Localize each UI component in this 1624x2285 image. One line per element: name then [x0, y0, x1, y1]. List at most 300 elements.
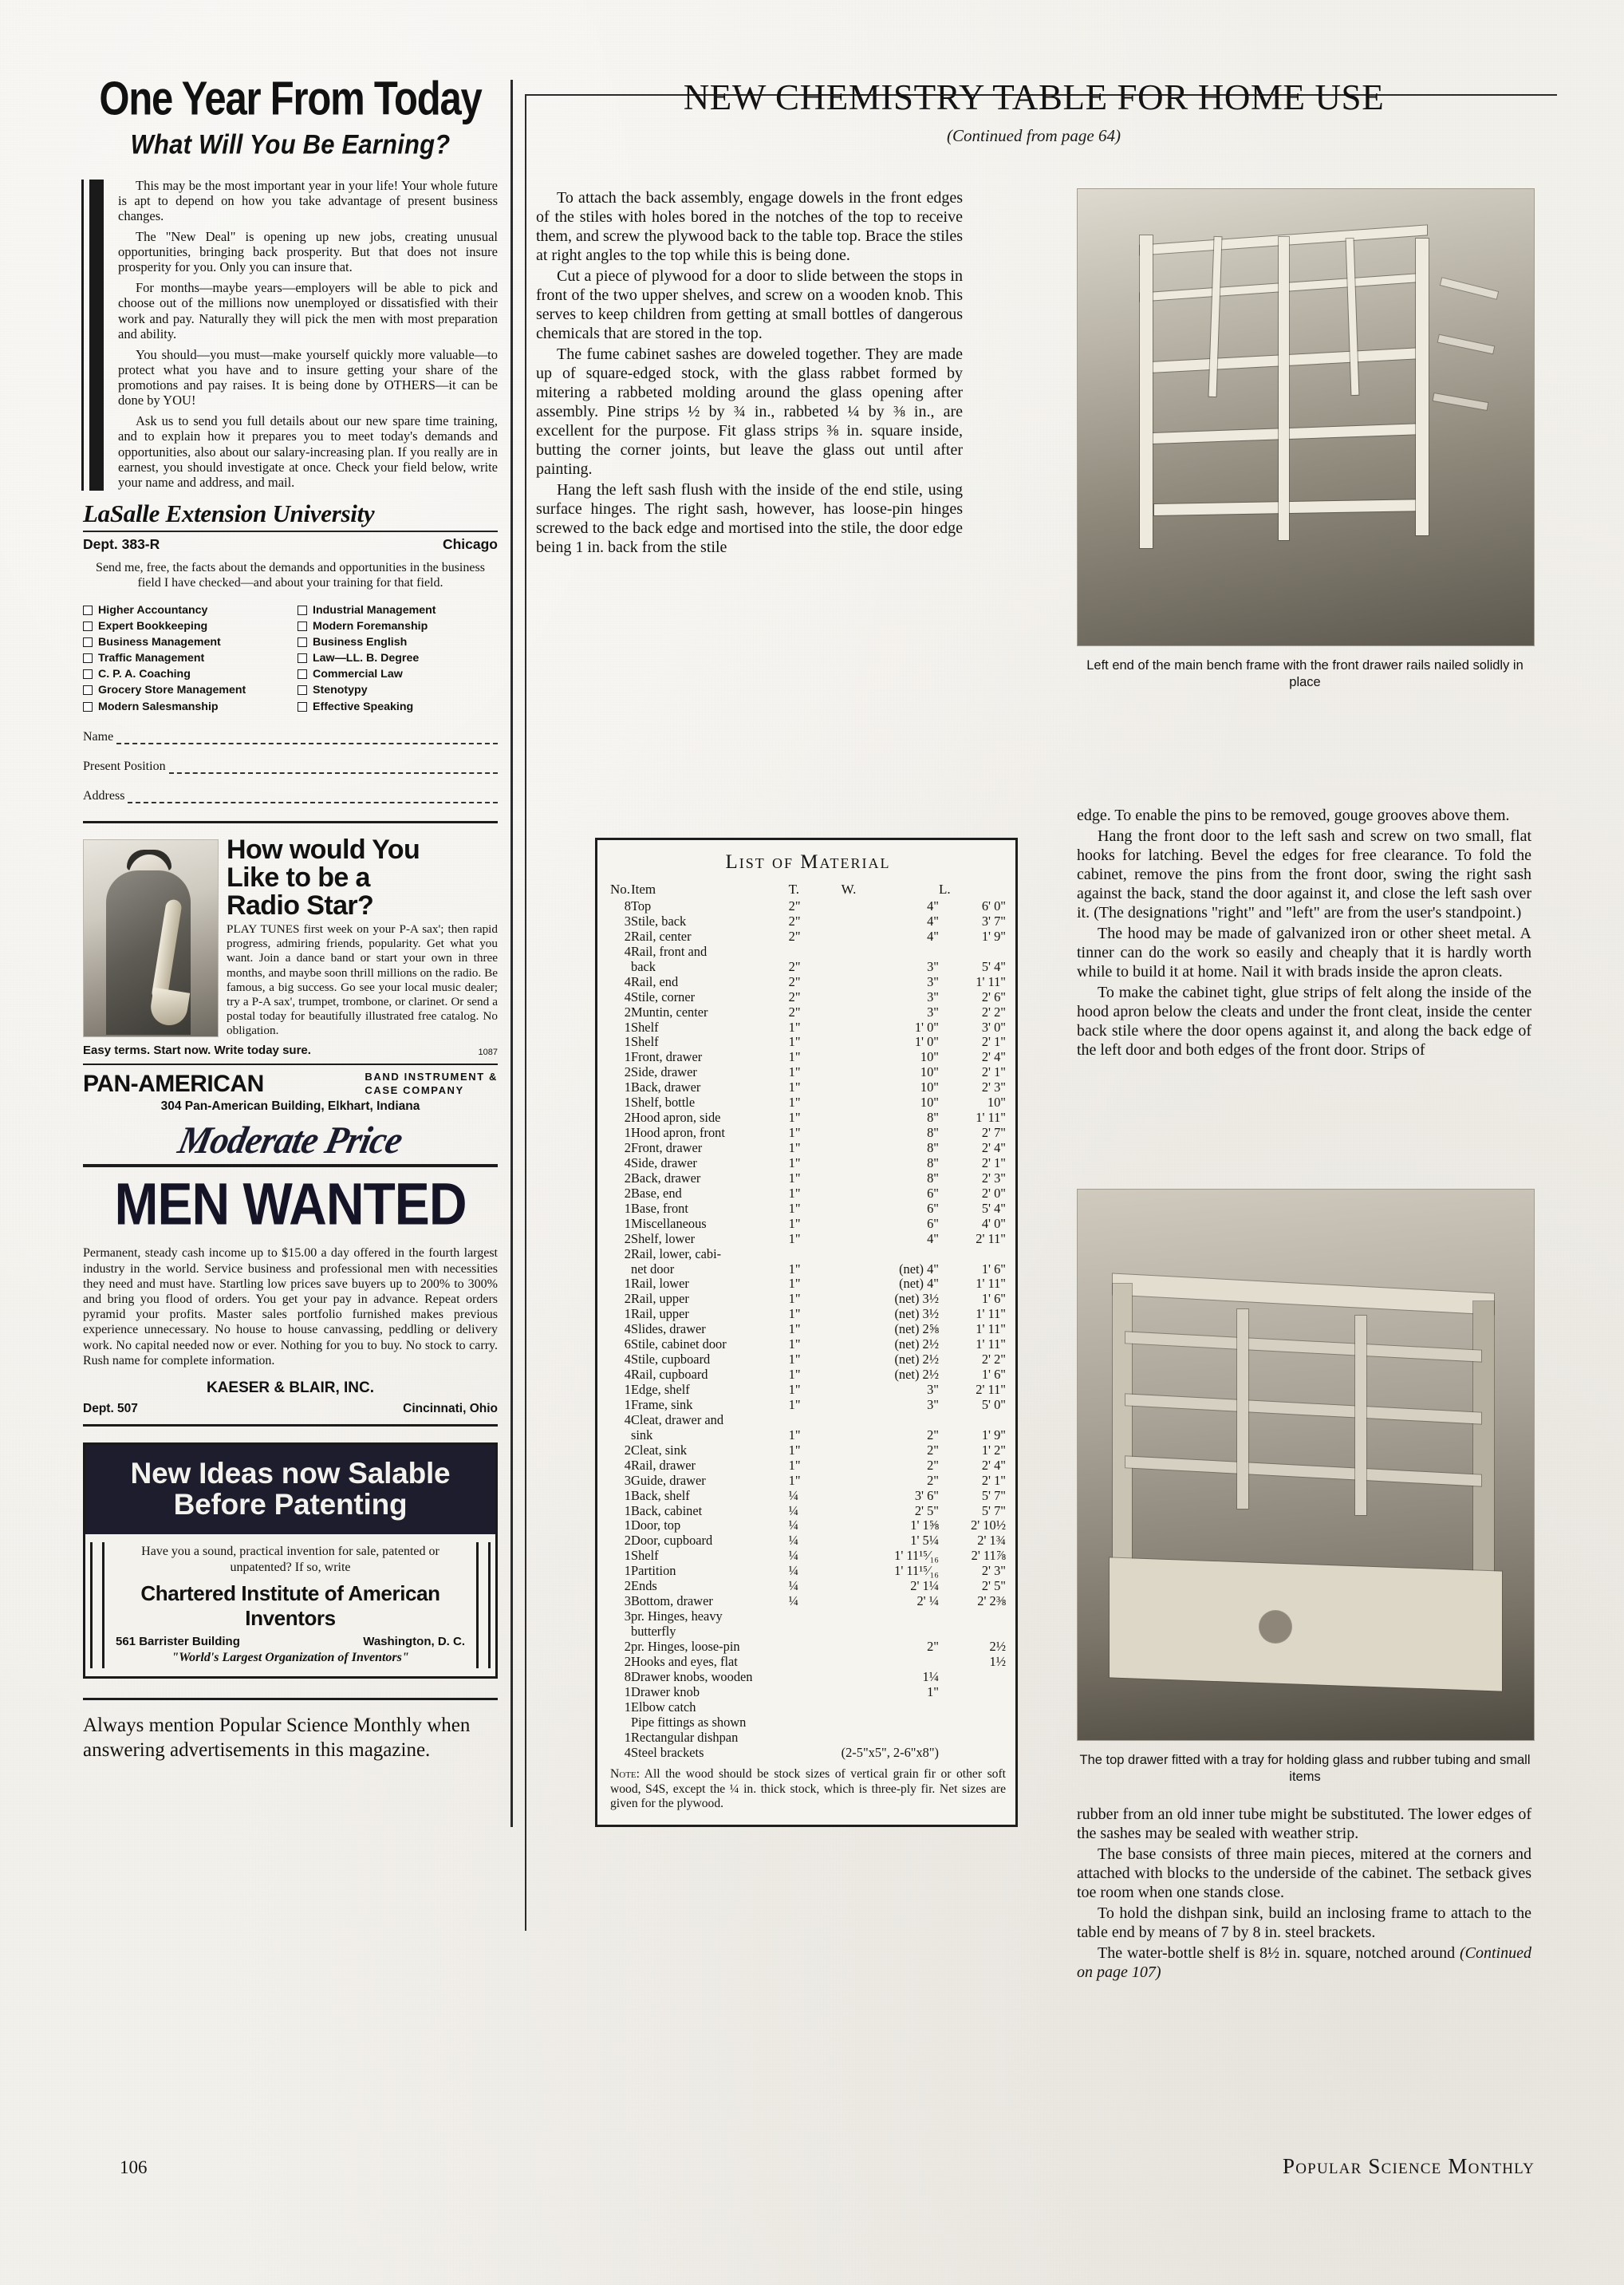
table-cell-no: 4 [624, 1411, 631, 1427]
table-cell-item: Guide, drawer [631, 1472, 706, 1488]
table-cell-t: 1" [788, 1336, 801, 1352]
course-label: C. P. A. Coaching [98, 668, 191, 681]
table-cell-item: Back, drawer [631, 1170, 701, 1186]
checkbox-icon[interactable] [298, 685, 307, 695]
table-row [610, 1518, 1006, 1533]
table-row [610, 1035, 1006, 1050]
company-subtitle-line-2: CASE COMPANY [365, 1083, 464, 1096]
table-cell-l: 2' 6" [981, 989, 1006, 1004]
table-row [610, 1428, 1006, 1443]
table-cell-no: 4 [624, 989, 631, 1004]
table-row [610, 975, 1006, 990]
table-row [610, 1080, 1006, 1095]
lasalle-paragraph: For months—maybe years—employers will be able to pick and choose out of the millions now unemployed or dissatisfied with their work and pay. Naturally they will pick the men with most preparation and ability. [118, 280, 498, 341]
table-row [610, 1232, 1006, 1247]
table-cell-t: ¼ [788, 1533, 798, 1549]
table-row [610, 1217, 1006, 1232]
lasalle-paragraph: Ask us to send you full details about our new spare time training, and to explain how it prepares you to meet today's demands and opportunities, also about our salary-increasing plan. If you really are in earnest, you should investigate at once. Check your field below, write your name and address, and mail. [118, 413, 498, 490]
table-row [610, 1020, 1006, 1036]
table-row [610, 1156, 1006, 1171]
table-cell-t: 1" [788, 1140, 801, 1155]
table-cell-t: 1" [788, 1095, 801, 1111]
table-cell-l: 2½ [989, 1638, 1006, 1654]
table-cell-l: 2' 5" [981, 1578, 1006, 1594]
table-cell-item: Steel brackets [631, 1744, 704, 1760]
inventors-organization-name: Chartered Institute of American Inventors [140, 1581, 440, 1630]
table-cell-item: sink [631, 1427, 653, 1442]
checkbox-icon[interactable] [83, 637, 93, 647]
table-cell-w: 8" [927, 1110, 939, 1126]
table-cell-t: 1" [788, 1230, 801, 1246]
checkbox-icon[interactable] [83, 685, 93, 695]
table-row [610, 1202, 1006, 1217]
table-cell-no: 6 [624, 1336, 631, 1352]
table-cell-no: 1 [624, 1396, 631, 1412]
table-cell-no: 4 [624, 973, 631, 989]
checkbox-icon[interactable] [83, 653, 93, 663]
inventors-tagline: "World's Largest Organization of Inventors" [171, 1650, 409, 1664]
table-cell-l: 2' 11⅞ [971, 1548, 1006, 1564]
table-cell-w: 6" [927, 1185, 939, 1201]
checkbox-icon[interactable] [298, 653, 307, 663]
table-cell-item: Rail, center [631, 928, 692, 944]
course-label: Commercial Law [313, 668, 403, 681]
table-row [610, 914, 1006, 929]
table-cell-no [610, 1262, 631, 1277]
article-continued-from: (Continued from page 64) [947, 126, 1121, 145]
table-cell-no: 2 [624, 1185, 631, 1201]
table-cell-w: 6" [927, 1200, 939, 1216]
table-cell-item: butterfly [631, 1624, 676, 1639]
table-cell-l: 10" [987, 1095, 1006, 1111]
table-row [610, 1277, 1006, 1292]
table-row [610, 1398, 1006, 1413]
table-cell-item: Hood apron, front [631, 1125, 725, 1141]
table-cell-item: pr. Hinges, loose-pin [631, 1638, 740, 1654]
table-cell-l: 1' 11" [976, 1276, 1006, 1292]
table-row [610, 1489, 1006, 1504]
checkbox-icon[interactable] [298, 606, 307, 615]
lasalle-city: Chicago [442, 535, 498, 552]
write-in-line[interactable] [128, 792, 498, 803]
table-cell-w: 8" [927, 1125, 939, 1141]
course-label: Expert Bookkeeping [98, 619, 208, 633]
course-label: Modern Foremanship [313, 619, 428, 633]
materials-note [610, 1767, 1006, 1811]
column-header-item: Item [631, 882, 656, 897]
table-cell-l: 2' 2" [981, 1004, 1006, 1020]
photo-caption-top-drawer: The top drawer fitted with a tray for holding glass and rubber tubing and small items [1079, 1753, 1531, 1785]
table-cell-l [939, 1715, 1006, 1731]
radio-ad-headline [227, 836, 498, 921]
table-row [610, 1474, 1006, 1489]
course-label: Business Management [98, 635, 221, 649]
table-cell-t: 2" [788, 958, 801, 974]
article-middle-column [536, 188, 963, 558]
table-cell-l: 2' 1" [981, 1034, 1006, 1050]
bench-frame-photograph [1077, 188, 1535, 646]
men-wanted-headline: MEN WANTED [114, 1170, 467, 1237]
table-cell-l: 2' 1¾ [977, 1533, 1006, 1549]
table-cell-item: Bottom, drawer [631, 1593, 713, 1609]
table-cell-w: 2' ¼ [916, 1593, 939, 1609]
article-paragraph: rubber from an old inner tube might be substituted. The lower edges of the sashes may be sealed with weather strip. [1077, 1806, 1531, 1842]
table-cell-item: Cleat, drawer and [631, 1411, 724, 1427]
table-cell-no: 1 [624, 1502, 631, 1518]
course-column-right [298, 602, 498, 715]
table-cell-t: 1" [788, 1382, 801, 1397]
course-column-left [83, 602, 283, 715]
table-cell-t [789, 1624, 842, 1640]
table-cell-item: Partition [631, 1563, 676, 1579]
table-cell-t [789, 1670, 842, 1685]
radio-ad-layout [83, 836, 498, 1039]
table-cell-no: 2 [624, 1110, 631, 1126]
checkbox-icon[interactable] [83, 702, 93, 712]
course-checkbox-row[interactable] [298, 699, 498, 715]
column-header-thickness: T. [788, 882, 800, 897]
table-cell-item: Front, drawer [631, 1049, 703, 1065]
table-header-row [610, 882, 1006, 899]
table-cell-no [610, 1624, 631, 1640]
table-cell-t: 1" [788, 1019, 801, 1035]
table-cell-no: 3 [624, 1472, 631, 1488]
inventors-headline-line-1: New Ideas now Salable [130, 1456, 451, 1490]
table-cell-l: 1' 11" [976, 1321, 1006, 1337]
table-cell-item: Stile, corner [631, 989, 696, 1004]
table-row [610, 1141, 1006, 1156]
table-cell-l [939, 1413, 1006, 1428]
table-cell-item: Rail, end [631, 973, 679, 989]
column-divider-rule [510, 80, 513, 1827]
table-cell-item: back [631, 958, 656, 974]
table-row [610, 1640, 1006, 1655]
course-checkbox-row[interactable] [83, 602, 283, 618]
table-cell-no: 2 [624, 1578, 631, 1594]
article-paragraph-text: The water-bottle shelf is 8½ in. square, notched around [1098, 1944, 1456, 1962]
inventors-ad-headline [85, 1445, 495, 1534]
table-cell-t [789, 1413, 842, 1428]
table-cell-item: Rail, front and [631, 943, 708, 959]
article-right-column-upper [1077, 806, 1531, 1061]
table-cell-l: 6' 0" [981, 898, 1006, 914]
table-cell-l [939, 1700, 1006, 1715]
checkbox-icon[interactable] [83, 669, 93, 679]
lasalle-university-name: LaSalle Extension University [83, 499, 498, 532]
table-cell-w: 1' 1⅝ [910, 1517, 939, 1533]
course-label: Grocery Store Management [98, 684, 246, 697]
table-cell-no: 1 [624, 1548, 631, 1564]
table-cell-t [789, 1640, 842, 1655]
write-in-line[interactable] [169, 763, 498, 774]
pan-american-company-name: PAN-AMERICAN [83, 1070, 264, 1097]
course-label: Traffic Management [98, 652, 205, 665]
decorative-vertical-bar [89, 180, 104, 491]
table-cell-t: 1" [788, 1261, 801, 1277]
table-cell-t: 1" [788, 1125, 801, 1141]
table-cell-l: 1' 2" [981, 1442, 1006, 1458]
table-cell-l [939, 1746, 1006, 1761]
course-checkbox-row[interactable] [298, 634, 498, 650]
course-checkbox-row[interactable] [83, 699, 283, 715]
course-label: Modern Salesmanship [98, 700, 219, 713]
table-cell-t: ¼ [788, 1487, 798, 1503]
table-cell-t: ¼ [788, 1517, 798, 1533]
table-cell-w: 1' 0" [914, 1034, 939, 1050]
table-cell-no: 4 [624, 1457, 631, 1473]
table-cell-w: 3' 6" [914, 1487, 939, 1503]
table-cell-l: 2' 0" [981, 1185, 1006, 1201]
checkbox-icon[interactable] [298, 637, 307, 647]
table-cell-item: Rail, upper [631, 1306, 689, 1322]
table-cell-no: 2 [624, 1638, 631, 1654]
table-cell-t [789, 1731, 842, 1746]
table-cell-no: 3 [624, 913, 631, 929]
table-cell-no: 2 [624, 1004, 631, 1020]
course-checkbox-row[interactable] [298, 602, 498, 618]
table-cell-w [842, 1609, 939, 1624]
table-cell-w: 2' 1¼ [910, 1578, 939, 1594]
table-cell-w: 2" [927, 1472, 939, 1488]
lasalle-course-checkbox-grid [83, 602, 498, 715]
table-cell-t: 1" [788, 1200, 801, 1216]
table-row [610, 990, 1006, 1005]
table-cell-t: 1" [788, 1079, 801, 1095]
table-cell-l: 4' 0" [981, 1215, 1006, 1231]
radio-ad-body: PLAY TUNES first week on your P-A sax'; then rapid progress, admiring friends, popularity. Get what you want. Join a dance band or start your own in three months, and maybe soon thrill millions on the radio. Be famous, a big success. Go see your local music dealer; try a P-A sax', trumpet, trombone, or clarinet. Or send a postal today for beautifully illustrated free catalog. No obligation. [227, 921, 498, 1038]
table-cell-l: 1' 6" [981, 1261, 1006, 1277]
coupon-field-name[interactable] [83, 730, 498, 744]
table-cell-l: 2' 3" [981, 1170, 1006, 1186]
table-cell-l: 1' 9" [981, 928, 1006, 944]
table-cell-item: Stile, cupboard [631, 1352, 711, 1367]
table-cell-l: 1' 11" [976, 973, 1006, 989]
inventors-city: Washington, D. C. [363, 1634, 465, 1648]
checkbox-icon[interactable] [298, 702, 307, 712]
course-label: Business English [313, 635, 408, 649]
table-cell-w: 4" [927, 928, 939, 944]
top-drawer-tray-photograph [1077, 1189, 1535, 1741]
lasalle-coupon-instructions: Send me, free, the facts about the demands and opportunities in the business field I have checked—and about your training for that field. [96, 560, 485, 590]
table-cell-t: 1" [788, 1472, 801, 1488]
table-cell-item: Ends [631, 1578, 657, 1594]
course-checkbox-row[interactable] [298, 666, 498, 682]
kaeser-blair-company-name: KAESER & BLAIR, INC. [206, 1379, 375, 1396]
table-cell-t: ¼ [788, 1502, 798, 1518]
article-paragraph: Hang the left sash flush with the inside of the end stile, using surface hinges. The right sash, however, has loose-pin hinges screwed to the back edge and mortised into the stile, the door edge being 1 in. back from the stile [536, 481, 963, 556]
table-cell-no: 2 [624, 1064, 631, 1080]
table-row [610, 1594, 1006, 1609]
table-cell-t: 1" [788, 1396, 801, 1412]
table-row [610, 1458, 1006, 1474]
table-cell-no: 2 [624, 1170, 631, 1186]
course-checkbox-row[interactable] [83, 682, 283, 698]
table-cell-l: 1' 6" [981, 1367, 1006, 1383]
table-cell-t: 1" [788, 1367, 801, 1383]
table-cell-w: 8" [927, 1170, 939, 1186]
radio-terms-text: Easy terms. Start now. Write today sure. [83, 1043, 311, 1057]
course-checkbox-row[interactable] [298, 618, 498, 634]
saxophone-player-photo [83, 839, 219, 1037]
table-cell-item: Stile, back [631, 913, 687, 929]
table-cell-no: 1 [624, 1683, 631, 1699]
column-header-no: No. [610, 882, 631, 897]
course-checkbox-row[interactable] [83, 666, 283, 682]
table-cell-l: 2' 11" [976, 1382, 1006, 1397]
table-cell-t [789, 1655, 842, 1670]
table-cell-l: 5' 4" [981, 1200, 1006, 1216]
table-cell-t [789, 1700, 842, 1715]
inventors-ad-body [85, 1534, 495, 1675]
checkbox-icon[interactable] [83, 622, 93, 631]
table-row [610, 1700, 1006, 1715]
table-cell-item: Slides, drawer [631, 1321, 706, 1337]
materials-table-body [610, 899, 1006, 1760]
table-cell-no: 2 [624, 1245, 631, 1261]
table-cell-t: 1" [788, 1276, 801, 1292]
table-cell-w [842, 1413, 939, 1428]
table-cell-no: 3 [624, 1608, 631, 1624]
table-cell-item: Drawer knob [631, 1683, 700, 1699]
table-cell-w: 10" [920, 1049, 939, 1065]
table-cell-no: 3 [624, 1593, 631, 1609]
field-label: Address [83, 788, 125, 803]
table-row [610, 1292, 1006, 1307]
course-label: Higher Accountancy [98, 603, 208, 617]
table-cell-w: 1' 11¹⁵⁄₁₆ [894, 1548, 939, 1564]
article-paragraph: Cut a piece of plywood for a door to slide between the stops in front of the two upper shelves, and screw on a wooden knob. This serves to keep children from getting at small bottles of dangerous chemicals that are stored in the top. [536, 267, 963, 342]
photo-caption-bench-frame: Left end of the main bench frame with the front drawer rails nailed solidly in place [1086, 658, 1523, 690]
table-cell-w: (net) 2½ [894, 1336, 939, 1352]
table-cell-l: 2' 7" [981, 1125, 1006, 1141]
table-cell-w: 2" [927, 1442, 939, 1458]
checkbox-icon[interactable] [298, 669, 307, 679]
table-cell-w: 10" [920, 1064, 939, 1080]
table-row [610, 1413, 1006, 1428]
table-cell-l: 2' 2⅜ [977, 1593, 1006, 1609]
table-cell-no: 1 [624, 1019, 631, 1035]
men-wanted-body-copy: Permanent, steady cash income up to $15.00 a day offered in the fourth largest industry in the world. Service business and professional men with necessities they need and must have. Startling low prices save buyers up to 200% to 300% and bring you flood of orders. You get your pay in advance. Repeat orders pyramid your profits. Master sales portfolio furnished makes previous experience unnecessary. No house to house canvassing, peddling or delivery work. No capital needed now or ever. Nothing for you to buy. No stock to carry. Rush name for complete information. [83, 1246, 498, 1367]
table-cell-l: 1' 6" [981, 1291, 1006, 1307]
table-cell-no: 1 [624, 1517, 631, 1533]
table-cell-item: Shelf, bottle [631, 1095, 696, 1111]
table-cell-no: 2 [624, 928, 631, 944]
table-cell-no: 8 [624, 1668, 631, 1684]
table-cell-l [939, 1685, 1006, 1700]
table-cell-w: (net) 3½ [894, 1291, 939, 1307]
table-cell-no: 1 [624, 1487, 631, 1503]
table-cell-w: (net) 4" [899, 1276, 939, 1292]
company-subtitle-line-1: BAND INSTRUMENT & [365, 1071, 498, 1083]
lasalle-dept-code: Dept. 383-R [83, 535, 160, 552]
table-cell-l: 3' 0" [981, 1019, 1006, 1035]
table-row [610, 1005, 1006, 1020]
course-checkbox-row[interactable] [83, 634, 283, 650]
table-row [610, 1337, 1006, 1352]
table-row [610, 960, 1006, 975]
always-mention-notice: Always mention Popular Science Monthly when answering advertisements in this magazine. [83, 1698, 498, 1763]
lasalle-extension-university-ad [83, 73, 498, 803]
article-paragraph: To make the cabinet tight, glue strips of felt along the inside of the hood apron below the cleats and under the front cleat, inside the center back stile where the door opens against it, and along the back edge of the left door and both edges of the front door. Strips of [1077, 984, 1531, 1059]
table-row [610, 1655, 1006, 1670]
materials-note-text: All the wood should be stock sizes of vertical grain fir or other soft wood, S4S, except the ¼ in. thick stock, which is three-ply fir. Net sizes are given for the plywood. [610, 1767, 1006, 1811]
lasalle-paragraph: You should—you must—make yourself quickly more valuable—to protect what you have and to insure getting your share of the promotions and pay raises. It is being done by OTHERS—it can be done by YOU! [118, 346, 498, 408]
table-row [610, 1247, 1006, 1262]
article-paragraph [1077, 1944, 1531, 1982]
table-cell-item: Hooks and eyes, flat [631, 1653, 738, 1669]
table-row [610, 1095, 1006, 1111]
table-cell-w: 3" [927, 1382, 939, 1397]
table-cell-l: 1' 9" [981, 1427, 1006, 1442]
table-cell-l: 2' 10½ [971, 1517, 1006, 1533]
table-cell-t [789, 1746, 842, 1761]
table-cell-no: 1 [624, 1049, 631, 1065]
table-cell-w [842, 1624, 939, 1640]
table-cell-item: Back, shelf [631, 1487, 690, 1503]
table-cell-item: Rail, lower, cabi- [631, 1245, 722, 1261]
table-cell-t: 1" [788, 1154, 801, 1170]
table-cell-t: 2" [788, 913, 801, 929]
table-cell-no: 4 [624, 1154, 631, 1170]
table-cell-no: 1 [624, 1095, 631, 1111]
table-row [610, 1504, 1006, 1519]
inventors-address-row [109, 1635, 471, 1648]
table-cell-t: 1" [788, 1306, 801, 1322]
table-cell-no: 2 [624, 1291, 631, 1307]
table-cell-item: Base, front [631, 1200, 688, 1216]
table-row [610, 1186, 1006, 1202]
table-row [610, 1670, 1006, 1685]
coupon-field-position[interactable] [83, 760, 498, 774]
table-cell-l: 1' 11" [976, 1336, 1006, 1352]
table-cell-t: 2" [788, 898, 801, 914]
table-cell-no: 1 [624, 1034, 631, 1050]
table-cell-t: 1" [788, 1064, 801, 1080]
table-cell-no: 1 [624, 1306, 631, 1322]
table-cell-w: 1" [927, 1683, 939, 1699]
table-cell-w: 3" [927, 958, 939, 974]
table-cell-w: 2" [927, 1457, 939, 1473]
table-cell-w: (net) 4" [899, 1261, 939, 1277]
checkbox-icon[interactable] [298, 622, 307, 631]
table-cell-t: 2" [788, 928, 801, 944]
radio-ad-terms-row [83, 1044, 498, 1057]
table-cell-w: 6" [927, 1215, 939, 1231]
table-cell-no: 2 [624, 1140, 631, 1155]
table-cell-item: Shelf [631, 1548, 659, 1564]
table-cell-t: ¼ [788, 1578, 798, 1594]
checkbox-icon[interactable] [83, 606, 93, 615]
course-checkbox-row[interactable] [298, 650, 498, 666]
course-checkbox-row[interactable] [298, 682, 498, 698]
table-cell-no: 4 [624, 1321, 631, 1337]
table-cell-no: 1 [624, 1382, 631, 1397]
course-checkbox-row[interactable] [83, 618, 283, 634]
coupon-field-address[interactable] [83, 789, 498, 803]
table-row [610, 1111, 1006, 1126]
lasalle-dept-row [83, 536, 498, 553]
course-checkbox-row[interactable] [83, 650, 283, 666]
table-cell-t: 1" [788, 1215, 801, 1231]
write-in-line[interactable] [116, 733, 498, 744]
table-row [610, 899, 1006, 914]
table-cell-no: 2 [624, 1653, 631, 1669]
table-row [610, 1685, 1006, 1700]
table-cell-w [842, 1715, 939, 1731]
column-header-width: W. [841, 882, 857, 897]
table-cell-l: 2' 3" [981, 1079, 1006, 1095]
table-cell-t: 1" [788, 1321, 801, 1337]
